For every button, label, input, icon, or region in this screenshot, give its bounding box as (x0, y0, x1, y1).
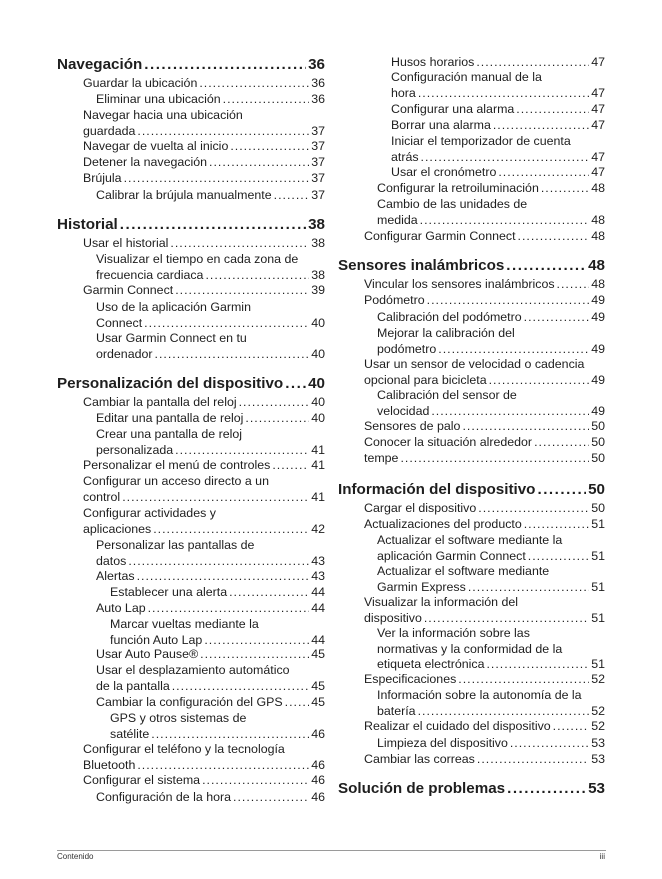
toc-page-number: 43 (311, 553, 325, 568)
toc-page-number: 44 (311, 601, 325, 615)
toc-page-number: 46 (311, 757, 325, 772)
toc-entry-title: Historial (57, 216, 118, 233)
toc-entry-title: datos (96, 553, 127, 568)
toc-page-number: 45 (311, 678, 325, 693)
toc-entry[interactable] (96, 300, 325, 331)
toc-leader-dots (541, 181, 589, 197)
toc-page-number: 38 (311, 267, 325, 282)
toc-entry[interactable] (96, 647, 325, 663)
toc-leader-dots (431, 404, 589, 420)
toc-leader-dots (420, 213, 590, 229)
toc-entry[interactable] (364, 293, 605, 309)
toc-section-heading[interactable] (338, 779, 605, 798)
toc-leader-dots (400, 451, 589, 467)
toc-entry[interactable] (364, 752, 605, 768)
toc-entry-title: dispositivo (364, 610, 422, 625)
toc-entry-title: personalizada (96, 442, 174, 457)
toc-leader-dots (489, 373, 590, 389)
toc-entry[interactable] (364, 277, 605, 293)
toc-page-number: 50 (591, 435, 605, 449)
toc-entry[interactable] (391, 102, 605, 118)
toc-leader-dots (477, 752, 589, 768)
footer-rule (57, 850, 606, 851)
toc-entry[interactable] (377, 326, 605, 357)
toc-leader-dots (458, 672, 589, 688)
toc-entry-title: Configurar un acceso directo a un (83, 474, 269, 488)
toc-page-number: 48 (591, 212, 605, 227)
toc-entry-title: Configurar actividades y (83, 506, 216, 520)
toc-page-number: 46 (311, 790, 325, 804)
toc-entry-title: Husos horarios (391, 55, 475, 69)
toc-entry[interactable] (377, 533, 605, 564)
toc-leader-dots (498, 165, 589, 181)
toc-entry[interactable] (364, 451, 605, 467)
toc-entry-title: Mejorar la calibración del (377, 326, 515, 340)
toc-page-number: 37 (311, 123, 325, 138)
toc-entry-title: opcional para bicicleta (364, 372, 487, 387)
toc-entry[interactable] (96, 790, 325, 806)
toc-entry-title: Calibrar la brújula manualmente (96, 188, 272, 202)
toc-entry[interactable] (83, 236, 325, 252)
toc-entry[interactable] (364, 672, 605, 688)
toc-page-number: 53 (591, 752, 605, 766)
toc-entry-title: Realizar el cuidado del dispositivo (364, 719, 551, 733)
toc-leader-dots (170, 236, 309, 252)
toc-entry[interactable] (96, 411, 325, 427)
toc-entry-title: normativas y la conformidad de la (377, 641, 563, 656)
toc-leader-dots (506, 256, 586, 275)
toc-entry[interactable] (83, 395, 325, 411)
toc-entry-title: Navegar hacia una ubicación (83, 108, 243, 122)
toc-leader-dots (462, 419, 589, 435)
toc-page-number: 46 (311, 773, 325, 787)
toc-leader-dots (202, 773, 309, 789)
toc-entry-title: frecuencia cardiaca (96, 267, 204, 282)
toc-section-heading[interactable] (57, 215, 325, 234)
toc-entry-title: Podómetro (364, 293, 425, 307)
toc-entry-title: Sensores de palo (364, 419, 461, 433)
toc-page-number: 50 (591, 501, 605, 515)
toc-entry[interactable] (391, 165, 605, 181)
toc-leader-dots (537, 480, 586, 499)
toc-entry-title: Auto Lap (96, 601, 146, 615)
toc-leader-dots (122, 490, 309, 506)
toc-leader-dots (524, 310, 590, 326)
toc-page-number: 41 (311, 458, 325, 472)
toc-page-number: 38 (308, 216, 325, 233)
toc-entry-title: tempe (364, 451, 399, 465)
toc-entry-title: medida (377, 212, 418, 227)
toc-entry-title: Guardar la ubicación (83, 76, 198, 90)
toc-leader-dots (285, 374, 306, 393)
toc-leader-dots (438, 342, 589, 358)
toc-entry[interactable] (96, 331, 325, 362)
toc-entry[interactable] (96, 427, 325, 458)
toc-entry-title: Personalizar las pantallas de (96, 538, 255, 552)
toc-entry[interactable] (377, 388, 605, 419)
toc-leader-dots (124, 171, 310, 187)
toc-entry-title: Configurar el sistema (83, 773, 201, 787)
toc-entry[interactable] (96, 188, 325, 204)
toc-leader-dots (553, 719, 590, 735)
toc-entry[interactable] (364, 435, 605, 451)
toc-leader-dots (476, 55, 589, 71)
toc-leader-dots (245, 411, 309, 427)
toc-leader-dots (137, 758, 309, 774)
toc-page-number: 47 (591, 102, 605, 116)
toc-page-number: 49 (591, 293, 605, 307)
toc-entry-title: Configurar el teléfono y la tecnología (83, 742, 285, 756)
toc-entry-title: Configurar la retroiluminación (377, 181, 539, 195)
toc-entry[interactable] (83, 458, 325, 474)
toc-entry-title: Calibración del sensor de (377, 388, 517, 402)
toc-entry-title: Navegar de vuelta al inicio (83, 139, 229, 153)
toc-entry-title: satélite (110, 726, 150, 741)
toc-entry-title: Crear una pantalla de reloj (96, 427, 243, 441)
toc-entry[interactable] (83, 283, 325, 299)
toc-entry[interactable] (96, 601, 325, 617)
toc-entry[interactable] (364, 517, 605, 533)
toc-entry-title: Configurar una alarma (391, 102, 515, 116)
toc-entry[interactable] (96, 538, 325, 569)
toc-entry-title: Configurar Garmin Connect (364, 229, 516, 243)
toc-entry[interactable] (110, 585, 325, 601)
toc-section-heading[interactable] (338, 256, 605, 275)
toc-entry[interactable] (110, 617, 325, 648)
toc-entry-title: Actualizaciones del producto (364, 517, 522, 531)
toc-leader-dots (510, 736, 589, 752)
toc-entry[interactable] (83, 108, 325, 139)
toc-entry[interactable] (96, 569, 325, 585)
toc-page-number: 49 (591, 341, 605, 356)
toc-leader-dots (493, 118, 589, 134)
toc-entry-title: Cambiar la configuración del GPS (96, 695, 283, 709)
toc-entry-title: Alertas (96, 569, 135, 583)
toc-page-number: 37 (311, 171, 325, 185)
toc-entry-title: Conocer la situación alrededor (364, 435, 533, 449)
toc-entry[interactable] (391, 55, 605, 71)
toc-entry-title: Personalización del dispositivo (57, 375, 284, 392)
toc-entry-title: Brújula (83, 171, 122, 185)
toc-entry-title: Actualizar el software mediante la (377, 533, 563, 547)
toc-entry-title: Cargar el dispositivo (364, 501, 477, 515)
toc-page-number: 37 (311, 139, 325, 153)
toc-entry[interactable] (377, 181, 605, 197)
toc-leader-dots (153, 522, 309, 538)
toc-page-number: 47 (591, 149, 605, 164)
toc-entry-title: Visualizar la información del (364, 595, 519, 609)
toc-entry-title: Actualizar el software mediante (377, 564, 550, 578)
toc-entry-title: Visualizar el tiempo en cada zona de (96, 252, 299, 266)
toc-entry-title: Garmin Connect (83, 283, 174, 297)
toc-page-number: 50 (588, 481, 605, 498)
toc-entry-title: Solución de problemas (338, 780, 506, 797)
toc-page-number: 40 (311, 395, 325, 409)
toc-page-number: 51 (591, 517, 605, 531)
toc-leader-dots (468, 580, 589, 596)
toc-entry-title: Limpieza del dispositivo (377, 736, 508, 750)
toc-entry[interactable] (96, 92, 325, 108)
toc-leader-dots (418, 704, 590, 720)
toc-leader-dots (528, 549, 589, 565)
toc-entry-title: batería (377, 703, 416, 718)
toc-entry[interactable] (96, 663, 325, 694)
toc-page-number: 52 (591, 672, 605, 686)
toc-page-number: 51 (591, 579, 605, 594)
toc-entry-title: etiqueta electrónica (377, 657, 485, 672)
toc-page-number: 37 (311, 155, 325, 169)
toc-entry[interactable] (83, 139, 325, 155)
toc-page-number: 39 (311, 283, 325, 297)
toc-entry[interactable] (96, 252, 325, 283)
toc-leader-dots (427, 293, 590, 309)
toc-entry-title: Establecer una alerta (110, 585, 228, 599)
toc-entry[interactable] (83, 773, 325, 789)
toc-entry[interactable] (391, 118, 605, 134)
toc-page-number: 50 (591, 451, 605, 465)
toc-entry-title: Ver la información sobre las (377, 626, 530, 640)
toc-page-number: 51 (591, 657, 605, 672)
toc-page-number: 41 (311, 442, 325, 457)
toc-entry[interactable] (83, 742, 325, 773)
toc-page-number: 41 (311, 489, 325, 504)
toc-leader-dots (418, 86, 589, 102)
toc-page-number: 48 (588, 257, 605, 274)
toc-leader-dots (478, 501, 589, 517)
toc-page-number: 48 (591, 229, 605, 243)
toc-section-heading[interactable] (57, 374, 325, 393)
toc-entry-title: función Auto Lap (110, 632, 203, 647)
toc-page-number: 44 (311, 632, 325, 647)
toc-leader-dots (557, 277, 590, 293)
toc-entry-title: Usar Garmin Connect en tu (96, 331, 247, 345)
toc-leader-dots (518, 229, 590, 245)
toc-entry[interactable] (377, 688, 605, 719)
toc-leader-dots (534, 435, 589, 451)
toc-page-number: 45 (311, 695, 325, 709)
toc-leader-dots (285, 695, 310, 711)
toc-page-number: 51 (591, 610, 605, 625)
toc-page-number: 53 (591, 736, 605, 750)
toc-entry-title: Cambio de las unidades de (377, 197, 528, 211)
toc-entry-title: Personalizar el menú de controles (83, 458, 271, 472)
toc-page-number: 38 (311, 236, 325, 250)
toc-entry-title: Navegación (57, 56, 143, 73)
toc-entry[interactable] (364, 419, 605, 435)
toc-entry[interactable] (364, 501, 605, 517)
toc-page-number: 40 (311, 346, 325, 361)
toc-leader-dots (421, 150, 590, 166)
toc-leader-dots (274, 188, 310, 204)
toc-entry-title: Especificaciones (364, 672, 457, 686)
toc-entry-title: Iniciar el temporizador de cuenta (391, 134, 571, 148)
footer-page-number: iii (599, 852, 605, 861)
toc-leader-dots (144, 316, 309, 332)
toc-page-number: 36 (308, 56, 325, 73)
toc-entry[interactable] (83, 155, 325, 171)
toc-entry-title: Usar el cronómetro (391, 165, 497, 179)
toc-entry-title: velocidad (377, 403, 430, 418)
toc-page-number: 53 (588, 780, 605, 797)
toc-leader-dots (507, 779, 586, 798)
toc-entry-title: Garmin Express (377, 579, 466, 594)
toc-entry[interactable] (83, 76, 325, 92)
toc-entry-title: GPS y otros sistemas de (110, 711, 247, 725)
toc-entry[interactable] (377, 564, 605, 595)
toc-leader-dots (486, 657, 589, 673)
toc-leader-dots (209, 155, 309, 171)
toc-entry-title: ordenador (96, 346, 153, 361)
toc-entry-title: Cambiar las correas (364, 752, 475, 766)
toc-page-number: 51 (591, 548, 605, 563)
toc-page-number: 42 (311, 521, 325, 536)
toc-leader-dots (230, 139, 309, 155)
toc-page-number: 47 (591, 118, 605, 132)
toc-entry-title: hora (391, 85, 416, 100)
toc-leader-dots (175, 443, 309, 459)
toc-entry-title: Detener la navegación (83, 155, 207, 169)
toc-leader-dots (200, 647, 309, 663)
toc-entry-title: guardada (83, 123, 136, 138)
toc-page-number: 50 (591, 419, 605, 433)
toc-leader-dots (239, 395, 310, 411)
toc-leader-dots (516, 102, 589, 118)
toc-leader-dots (229, 585, 309, 601)
toc-entry-title: podómetro (377, 341, 437, 356)
toc-entry-title: Editar una pantalla de reloj (96, 411, 244, 425)
toc-entry-title: Usar un sensor de velocidad o cadencia (364, 357, 585, 371)
toc-page-number: 45 (311, 647, 325, 661)
toc-entry[interactable] (110, 711, 325, 742)
toc-page-number: 36 (311, 76, 325, 90)
toc-entry-title: aplicación Garmin Connect (377, 548, 526, 563)
toc-entry-title: Eliminar una ubicación (96, 92, 221, 106)
toc-entry-title: Información sobre la autonomía de la (377, 688, 582, 702)
toc-leader-dots (137, 124, 309, 140)
toc-leader-dots (205, 268, 309, 284)
toc-page-number: 49 (591, 310, 605, 324)
toc-leader-dots (155, 347, 310, 363)
toc-entry-title: Usar el historial (83, 236, 169, 250)
toc-entry[interactable] (364, 719, 605, 735)
toc-page-number: 49 (591, 403, 605, 418)
toc-entry-title: Información del dispositivo (338, 481, 536, 498)
toc-leader-dots (128, 554, 309, 570)
toc-page-number: 49 (591, 372, 605, 387)
toc-entry-title: aplicaciones (83, 521, 152, 536)
toc-entry[interactable] (377, 310, 605, 326)
toc-leader-dots (272, 458, 309, 474)
toc-page-number: 47 (591, 165, 605, 179)
toc-entry-title: Vincular los sensores inalámbricos (364, 277, 555, 291)
toc-page-number: 36 (311, 92, 325, 106)
toc-entry-title: de la pantalla (96, 678, 170, 693)
toc-section-heading[interactable] (57, 55, 325, 74)
toc-page-number: 47 (591, 55, 605, 69)
toc-leader-dots (223, 92, 310, 108)
toc-page-number: 52 (591, 703, 605, 718)
toc-entry-title: Calibración del podómetro (377, 310, 522, 324)
toc-entry[interactable] (364, 229, 605, 245)
toc-entry-title: Sensores inalámbricos (338, 257, 505, 274)
toc-entry[interactable] (96, 695, 325, 711)
toc-page-number: 47 (591, 85, 605, 100)
toc-entry-title: control (83, 489, 121, 504)
toc-entry-title: Configuración manual de la (391, 70, 542, 84)
toc-entry-title: Uso de la aplicación Garmin (96, 300, 251, 314)
toc-entry[interactable] (83, 171, 325, 187)
toc-leader-dots (424, 611, 589, 627)
toc-page-number: 43 (311, 569, 325, 583)
toc-page-number: 48 (591, 181, 605, 195)
toc-entry-title: Borrar una alarma (391, 118, 491, 132)
toc-entry[interactable] (377, 197, 605, 228)
toc-leader-dots (172, 679, 309, 695)
toc-entry-title: Usar el desplazamiento automático (96, 663, 290, 677)
toc-section-heading[interactable] (338, 480, 605, 499)
toc-leader-dots (144, 55, 306, 74)
toc-page-number: 40 (308, 375, 325, 392)
toc-entry[interactable] (391, 134, 605, 165)
toc-entry-title: Configuración de la hora (96, 790, 232, 804)
toc-page-number: 37 (311, 188, 325, 202)
toc-entry[interactable] (83, 474, 325, 505)
toc-entry[interactable] (377, 626, 605, 673)
toc-entry[interactable] (391, 70, 605, 101)
toc-entry-title: Bluetooth (83, 757, 136, 772)
toc-entry-title: Connect (96, 315, 143, 330)
toc-leader-dots (233, 790, 309, 806)
toc-entry[interactable] (364, 357, 605, 388)
toc-entry-title: Usar Auto Pause® (96, 647, 199, 661)
toc-page-number: 52 (591, 719, 605, 733)
toc-page-number: 40 (311, 315, 325, 330)
toc-page-number: 48 (591, 277, 605, 291)
toc-page-number: 46 (311, 726, 325, 741)
toc-entry-title: atrás (391, 149, 419, 164)
toc-leader-dots (175, 283, 309, 299)
toc-leader-dots (137, 569, 310, 585)
toc-leader-dots (148, 601, 310, 617)
toc-leader-dots (120, 215, 306, 234)
toc-entry[interactable] (83, 506, 325, 537)
toc-leader-dots (524, 517, 589, 533)
toc-entry-title: Marcar vueltas mediante la (110, 617, 259, 631)
toc-entry[interactable] (377, 736, 605, 752)
toc-entry-title: Cambiar la pantalla del reloj (83, 395, 237, 409)
toc-leader-dots (151, 727, 309, 743)
footer-section-label: Contenido (57, 852, 94, 861)
toc-page-number: 40 (311, 411, 325, 425)
toc-leader-dots (199, 76, 309, 92)
toc-entry[interactable] (364, 595, 605, 626)
toc-page-number: 44 (311, 585, 325, 599)
